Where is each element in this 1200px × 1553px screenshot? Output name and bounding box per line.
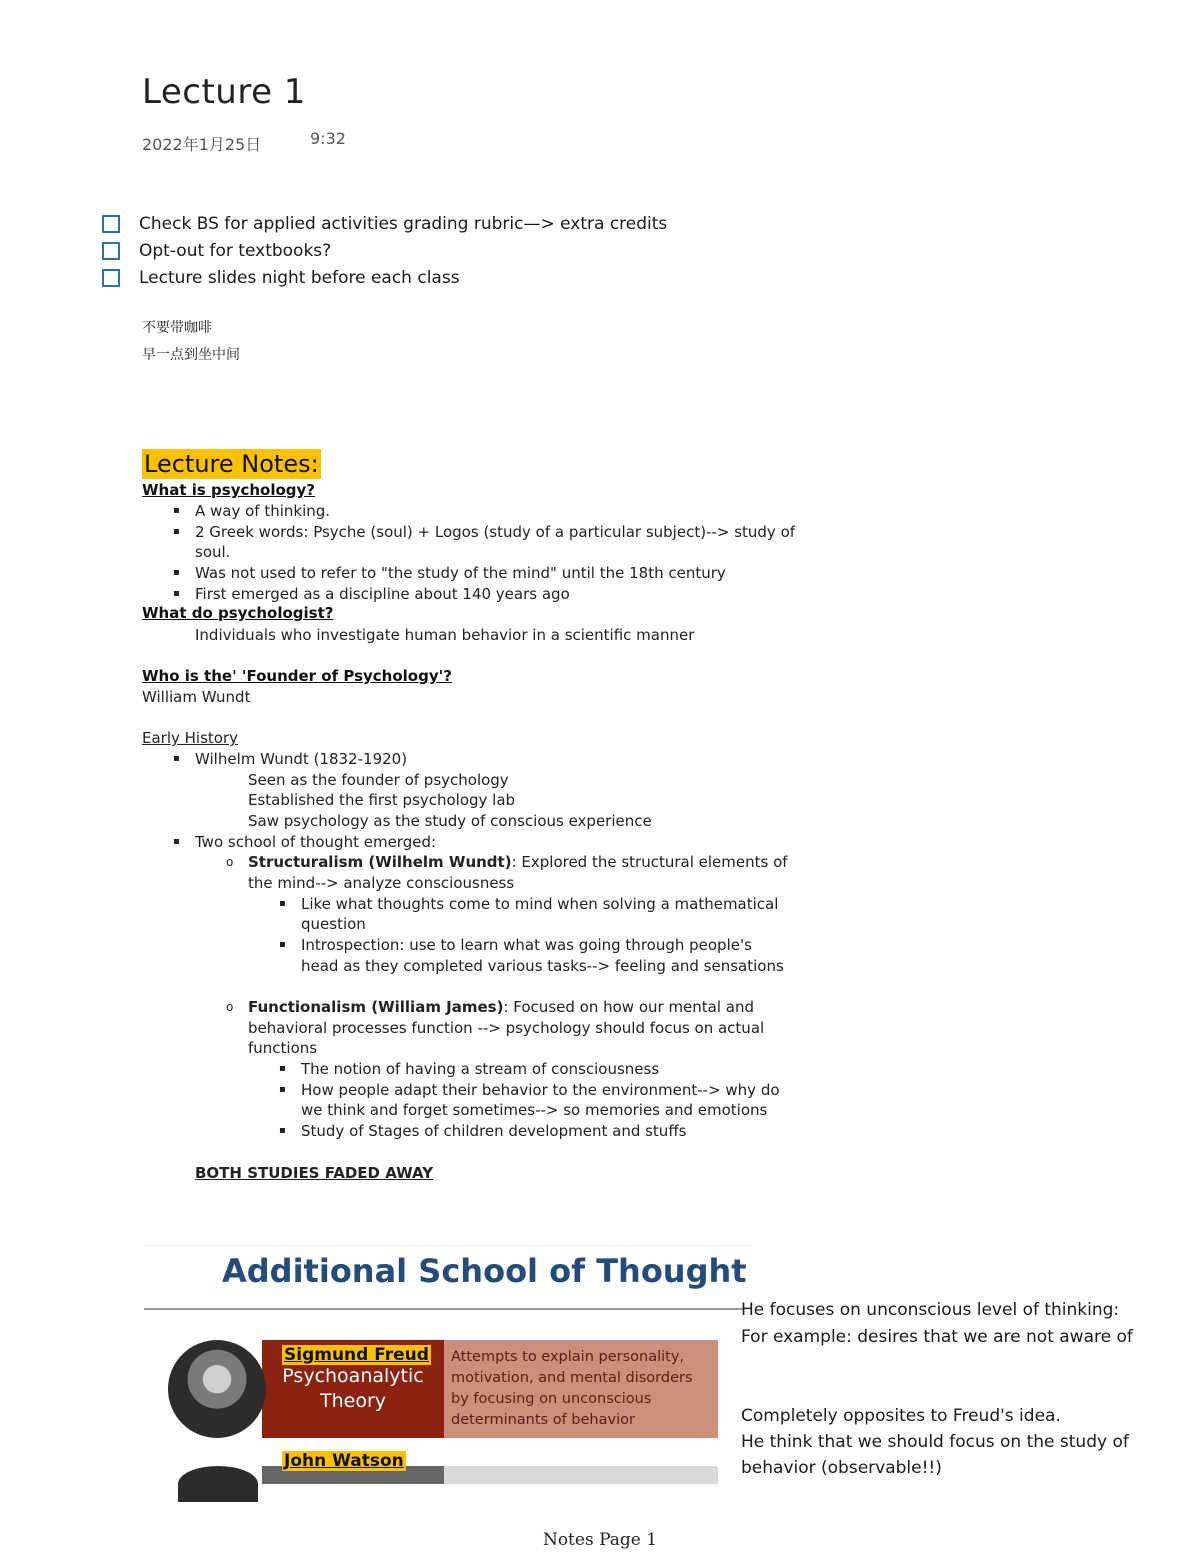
- bullet-continuation: soul.: [195, 543, 231, 561]
- bullet-item: ▪ Like what thoughts come to mind when solving a mathematical: [301, 894, 778, 914]
- bullet-continuation: head as they completed various tasks--> feeling and sensations: [301, 957, 784, 975]
- side-note-line: For example: desires that we are not aware of: [741, 1327, 1133, 1347]
- emphasis-line: BOTH STUDIES FADED AWAY: [195, 1164, 434, 1182]
- side-note-line: Completely opposites to Freud's idea.: [741, 1406, 1061, 1426]
- bullet-item: ▪ A way of thinking.: [195, 501, 330, 521]
- detail-line: Seen as the founder of psychology: [248, 771, 509, 789]
- school-name: Functionalism (William James): [248, 998, 504, 1016]
- bullet-item: ▪ How people adapt their behavior to the environment--> why do: [301, 1080, 780, 1100]
- freud-theory-line: Psychoanalytic: [282, 1365, 424, 1387]
- todo-item: [102, 214, 667, 234]
- todo-label: Opt-out for textbooks?: [139, 241, 332, 261]
- side-note-line: behavior (observable!!): [741, 1458, 942, 1478]
- todo-label: Lecture slides night before each class: [139, 268, 460, 288]
- reminder-text: 早一点到坐中间: [142, 347, 240, 363]
- page-date: 2022年1月25日: [142, 135, 262, 154]
- page-title: Lecture 1: [142, 72, 306, 112]
- detail-line: Established the first psychology lab: [248, 791, 516, 809]
- sub-bullet-item: [248, 852, 788, 872]
- slide-border: [142, 1245, 754, 1246]
- freud-name: Sigmund Freud: [284, 1345, 429, 1365]
- page-footer: Notes Page 1: [542, 1530, 658, 1550]
- bullet-item: ▪ Introspection: use to learn what was going through people's: [301, 935, 752, 955]
- sub-bullet-item: [248, 997, 754, 1017]
- bullet-item: ▪ First emerged as a discipline about 140 years ago: [195, 584, 570, 604]
- bullet-continuation: question: [301, 915, 366, 933]
- bullet-item: ▪ Was not used to refer to "the study of the mind" until the 18th century: [195, 563, 726, 583]
- watson-portrait-icon: [178, 1466, 258, 1502]
- sub-bullet-continuation: functions: [248, 1039, 318, 1057]
- checkbox[interactable]: [102, 215, 120, 233]
- school-name: Structuralism (Wilhelm Wundt): [248, 853, 512, 871]
- freud-desc-line: by focusing on unconscious: [451, 1391, 652, 1407]
- bullet-item: ▪ 2 Greek words: Psyche (soul) + Logos (study of a particular subject)--> study of: [195, 522, 795, 542]
- bullet-item: ▪ Two school of thought emerged:: [195, 832, 436, 852]
- side-note-line: He focuses on unconscious level of thinking:: [741, 1300, 1120, 1320]
- slide-title: Additional School of Thought: [222, 1252, 747, 1290]
- section-heading: Who is the' 'Founder of Psychology'?: [142, 667, 452, 685]
- answer-text: Individuals who investigate human behavior in a scientific manner: [195, 626, 695, 644]
- checkbox[interactable]: [102, 269, 120, 287]
- checkbox[interactable]: [102, 242, 120, 260]
- detail-line: Saw psychology as the study of conscious experience: [248, 812, 652, 830]
- bullet-item: ▪ Wilhelm Wundt (1832-1920): [195, 749, 407, 769]
- sub-bullet-continuation: the mind--> analyze consciousness: [248, 874, 515, 892]
- section-heading: What do psychologist?: [142, 604, 334, 622]
- bullet-item: ▪ The notion of having a stream of consciousness: [301, 1059, 659, 1079]
- bullet-item: ▪ Study of Stages of children development and stuffs: [301, 1121, 686, 1141]
- school-text: : Explored the structural elements of: [511, 853, 788, 871]
- freud-desc-line: Attempts to explain personality,: [451, 1349, 685, 1365]
- page-time: 9:32: [310, 129, 346, 148]
- todo-item: [102, 268, 460, 288]
- section-heading: What is psychology?: [142, 481, 316, 499]
- slide-divider: [144, 1308, 744, 1310]
- freud-theory-line: Theory: [319, 1390, 387, 1412]
- todo-item: [102, 241, 331, 261]
- reminder-text: 不要带咖啡: [142, 320, 212, 336]
- freud-portrait-icon: [168, 1340, 266, 1438]
- todo-label: Check BS for applied activities grading rubric—> extra credits: [139, 214, 668, 234]
- side-note-line: He think that we should focus on the study of: [741, 1432, 1129, 1452]
- watson-name: John Watson: [284, 1451, 404, 1471]
- school-text: : Focused on how our mental and: [503, 998, 755, 1016]
- slide-description-box: [444, 1466, 718, 1484]
- sub-bullet-continuation: behavioral processes function --> psychology should focus on actual: [248, 1019, 765, 1037]
- notes-heading: Lecture Notes:: [144, 450, 319, 478]
- answer-text: William Wundt: [142, 688, 251, 706]
- freud-desc-line: motivation, and mental disorders: [451, 1370, 693, 1386]
- freud-desc-line: determinants of behavior: [451, 1412, 635, 1428]
- subheading: Early History: [142, 729, 239, 747]
- bullet-continuation: we think and forget sometimes--> so memories and emotions: [301, 1101, 768, 1119]
